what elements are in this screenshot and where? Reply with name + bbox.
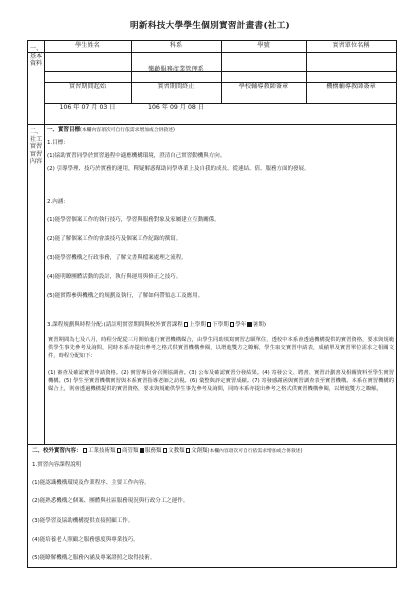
semester2-option: 下學期	[212, 322, 229, 328]
semester2-checkbox	[207, 322, 212, 327]
section2-side-label: 二、社工實習實習內容	[29, 128, 43, 166]
semester1-option: 上學期	[189, 322, 206, 328]
document-title: 明新科技大學學生個別實習計畫書(社工)	[130, 21, 290, 31]
service-checkbox	[140, 448, 145, 453]
row-divider	[28, 52, 396, 53]
section-divider	[28, 124, 396, 125]
start-date-value: 106 年 07 月 03 日	[59, 104, 116, 111]
column-divider	[306, 41, 307, 103]
student-id-header: 學號	[257, 42, 270, 49]
plan-paragraph: 實習期間為七及八月，時程分配從三月開始進行實習機構媒合，由學生同助填寫實習志願單住，透校中本系會透過機構提供的實習資格，要求與規範供學生事先參考及詢問，同時本系亦提出參考之格式供實習機構參閱，以增進雙方之瞭解，學生取交實習申請表，成績單及實習單位需求之相關文件，時程分配如下：	[48, 337, 394, 360]
goal-heading: 一、實習目標	[47, 127, 81, 133]
fields-note: (本欄內容項次可自行依需求增加或合併敘述)	[207, 449, 303, 454]
goal-note: (本欄內容項次可自行依需求增加或合併敘述)	[80, 128, 175, 133]
school-advisor-signature-header: 學校輔導教師簽章	[238, 83, 289, 90]
end-date-value: 106 年 09 月 08 日	[148, 104, 204, 111]
side-column-divider	[44, 41, 45, 444]
creative-option: 文創類	[191, 448, 208, 454]
summer-checkbox	[247, 322, 252, 327]
education-option: 文教類	[168, 448, 185, 454]
start-date-header: 實習期間起始	[68, 83, 107, 90]
section3-item: (5)能瞭解機構之服務內涵及專案證照之取得技術。	[32, 555, 156, 561]
student-name-header: 學生姓名	[75, 42, 100, 49]
section3-heading-line	[32, 448, 302, 455]
section3-item: (1)能認識機構環境及作業程序、主要工作內容。	[32, 480, 150, 486]
plan-steps: (1) 審查及確認實習申請資格。(2) 實習專員會召開協調會。(3) 公布及確認實習分發結果。(4) 寄發公文、聘書、實習計劃書及相關資料至學生實習機構。(5) 學生至實習機構實習與本系實習指導老師之訪視。(6) 彙整與評定實習成績。(7) 寄發感謝函與實習調查表至實習機構。本系在實習機構的媒合上，則會透過機構提供的實習資格，要求與規範供學生事先參考及詢問，同時本系亦提出參考之格式供實習機構參閱，以增進雙方之瞭解。	[48, 370, 394, 393]
industrial-checkbox	[83, 448, 88, 453]
semester1-checkbox	[184, 322, 189, 327]
section-divider	[28, 444, 396, 445]
section3-sub: 1.實習內容課程說明	[32, 462, 82, 468]
industrial-option: 工業技術類	[88, 448, 116, 454]
form-frame	[27, 40, 397, 568]
section3-item: (3)能學習及協助機構提供直接照顧工作。	[32, 518, 134, 524]
goal-heading-line	[47, 127, 175, 134]
section1-side-label: 一、基本資料	[29, 45, 43, 68]
creative-checkbox	[186, 448, 191, 453]
plan-label-line: 3.課程規劃與時程分配:(請註明實習期間與校外實習課程 上學期 下學期 學年 暑期)	[47, 322, 266, 328]
section3-item: (2)能熟悉機構之個案、團體與社區服務現況與行政分工之運作。	[32, 498, 189, 504]
content-item: (1)能學習個案工作的執行技巧，學習與服務對象及家屬建立互動關係。	[47, 217, 220, 223]
academic-year-option: 學年	[235, 322, 247, 328]
content-label: 2.內涵：	[47, 199, 69, 205]
content-item: (5)能實際參與機構之的規劃及執行，了解如何帶領志工及應用。	[47, 293, 204, 299]
academic-year-checkbox	[230, 322, 235, 327]
business-option: 商管類	[122, 448, 139, 454]
internship-unit-header: 實習單位名稱	[332, 42, 370, 49]
section3-heading: 二、校外實習內容：	[32, 448, 82, 454]
goal-item: (2) 引導學理、技巧於實務的運用，釋疑解惑幫助同學專業上及自我的成長、從連結、倩、服務方面的發展。	[47, 166, 310, 172]
summer-option: 暑期	[252, 322, 264, 328]
business-checkbox	[117, 448, 122, 453]
plan-label: 3.課程規劃與時程分配:(請註明實習期間與校外實習課程	[47, 322, 183, 328]
end-date-header: 實習期間終止	[157, 83, 195, 90]
section3-item: (4)能培養老人照顧之服務態度與專業技巧。	[32, 537, 139, 543]
goals-label: 1.目標：	[47, 140, 69, 146]
content-item: (2)能了解個案工作的會談技巧及個案工作紀錄的撰寫。	[47, 236, 182, 242]
content-item: (4)能明瞭團體活動的設計，執行與運用與修正之技巧。	[47, 274, 182, 280]
content-item: (3)能學習機構之行政事務，了解文書與檔案處理之流程。	[47, 255, 187, 261]
education-checkbox	[163, 448, 168, 453]
goal-item: (1)協助實習同學於實習過程中適應機構環境，澄清自己實習動機與方向。	[47, 153, 226, 159]
agency-advisor-signature-header: 機構輔導教師簽章	[326, 83, 376, 90]
department-value: 樂齡服務產業管理系	[148, 66, 204, 73]
column-divider	[221, 41, 222, 103]
service-option: 服務類	[145, 448, 162, 454]
department-header: 科系	[169, 42, 183, 49]
